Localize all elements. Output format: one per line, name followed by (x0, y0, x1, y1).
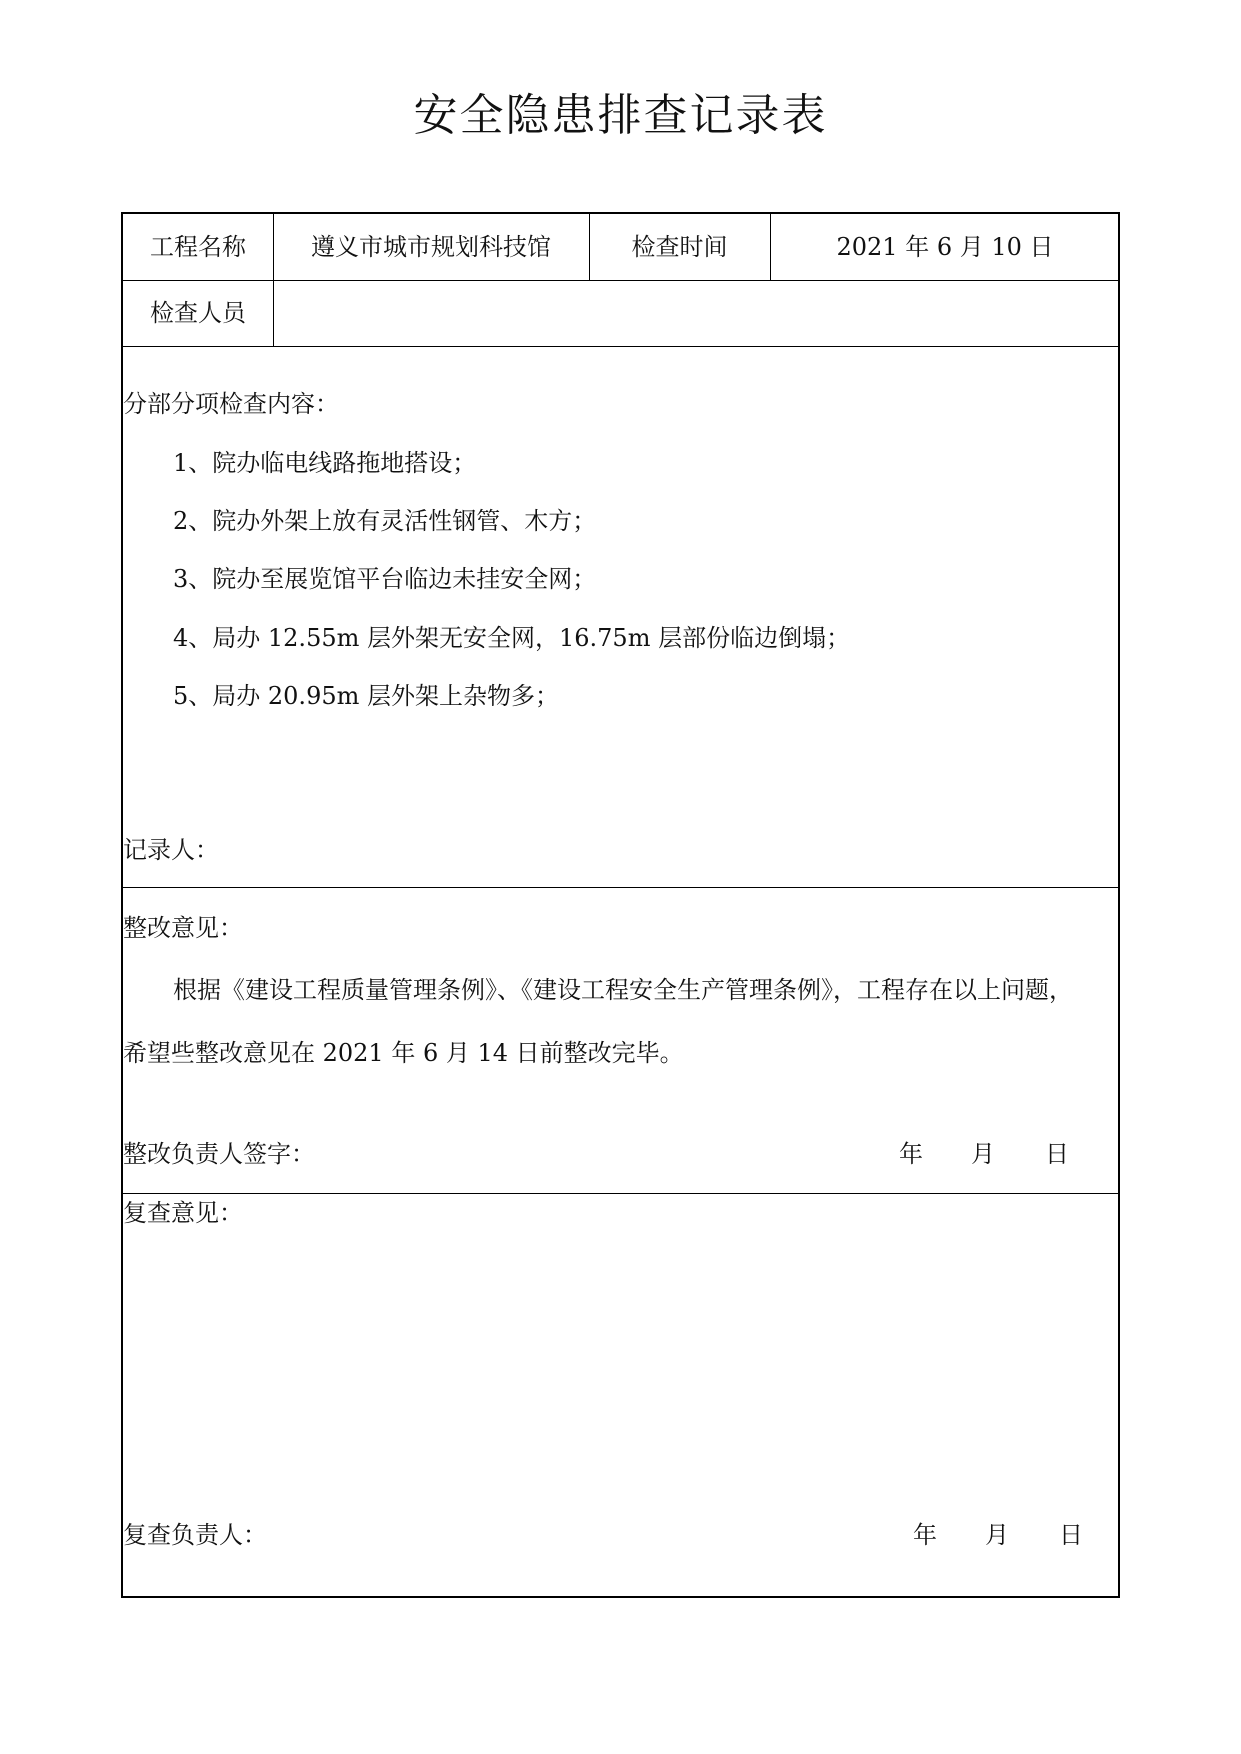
review-date-year: 年 (913, 1521, 937, 1549)
row-divider (123, 346, 1118, 347)
inspector-label: 检查人员 (150, 299, 246, 327)
rectification-signer-label: 整改负责人签字： (123, 1140, 315, 1168)
rectification-date-year: 年 (899, 1140, 923, 1168)
inspection-item: 4、局办 12.55m 层外架无安全网，16.75m 层部份临边倒塌； (173, 624, 851, 652)
project-name-value[interactable]: 遵义市城市规划科技馆 (311, 233, 551, 261)
inspector-value[interactable] (273, 280, 1120, 346)
review-heading: 复查意见： (123, 1199, 243, 1227)
inspection-time-value[interactable]: 2021 年 6 月 10 日 (836, 233, 1054, 261)
inspection-item: 1、院办临电线路拖地搭设； (173, 449, 477, 477)
inspection-item: 5、局办 20.95m 层外架上杂物多； (173, 682, 559, 710)
recorder-label: 记录人： (123, 836, 219, 864)
project-name-label: 工程名称 (150, 233, 246, 261)
record-table (121, 212, 1120, 1598)
rectification-heading: 整改意见： (123, 914, 243, 942)
rectification-deadline: 希望些整改意见在 2021 年 6 月 14 日前整改完毕。 (123, 1039, 684, 1067)
inspection-heading: 分部分项检查内容： (123, 390, 339, 418)
inspection-time-label: 检查时间 (631, 233, 728, 261)
review-date-month: 月 (985, 1521, 1009, 1549)
inspection-item: 3、院办至展览馆平台临边未挂安全网； (173, 565, 597, 593)
row-divider (123, 887, 1118, 888)
rectification-text: 根据《建设工程质量管理条例》、《建设工程安全生产管理条例》，工程存在以上问题， (173, 976, 1073, 1004)
review-signer-label: 复查负责人： (123, 1521, 267, 1549)
rectification-date-month: 月 (971, 1140, 995, 1168)
row-divider (123, 1193, 1118, 1194)
page-title: 安全隐患排查记录表 (413, 90, 828, 141)
inspection-item: 2、院办外架上放有灵活性钢管、木方； (173, 507, 597, 535)
rectification-date-day: 日 (1045, 1140, 1069, 1168)
review-date-day: 日 (1059, 1521, 1083, 1549)
